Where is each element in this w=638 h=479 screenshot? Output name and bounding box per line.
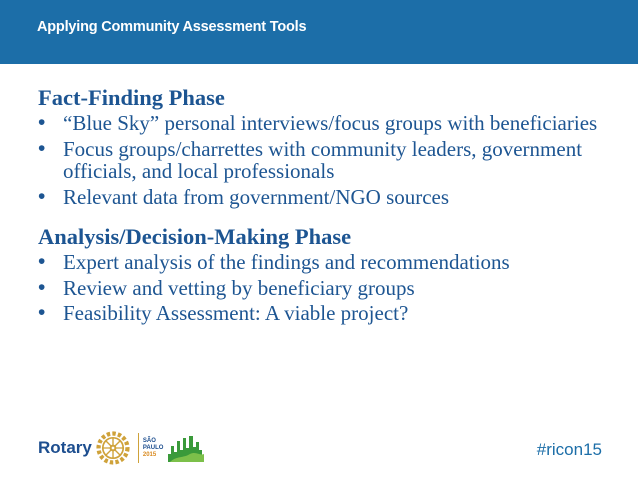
section-heading-fact-finding: Fact-Finding Phase <box>38 85 225 110</box>
event-hashtag: #ricon15 <box>536 440 602 459</box>
sao-paulo-badge <box>143 438 164 459</box>
header-bar <box>0 0 638 64</box>
section-heading-analysis: Analysis/Decision-Making Phase <box>38 224 352 249</box>
bullet-dot-icon: • <box>38 136 46 160</box>
bullet-list-fact-finding <box>38 112 618 208</box>
bullet-dot-icon: • <box>38 275 46 299</box>
logo-divider <box>138 433 139 463</box>
footer-logos <box>38 430 206 466</box>
bullet-item <box>38 186 618 209</box>
bullet-item <box>38 251 618 274</box>
rotary-logo-text: Rotary <box>38 438 92 457</box>
bullet-list-analysis <box>38 251 618 325</box>
bullet-text: Relevant data from government/NGO sources <box>63 184 450 209</box>
bullet-text: “Blue Sky” personal interviews/focus groups with beneficiaries <box>63 111 598 135</box>
bullet-dot-icon: • <box>38 111 46 134</box>
bullet-text: Review and vetting by beneficiary groups <box>63 275 415 300</box>
badge-line: PAULO <box>142 444 164 451</box>
sao-paulo-skyline-icon <box>166 432 206 464</box>
bullet-item <box>38 277 618 300</box>
bullet-dot-icon: • <box>38 250 46 273</box>
bullet-item <box>38 112 618 135</box>
slide-content <box>38 84 618 328</box>
bullet-text: Focus groups/charrettes with community leaders, government officials, and local professionals <box>63 136 583 183</box>
slide-title: Applying Community Assessment Tools <box>37 19 307 35</box>
bullet-text: Feasibility Assessment: A viable project? <box>63 301 409 325</box>
bullet-item <box>38 138 618 183</box>
bullet-item <box>38 302 618 325</box>
section-spacer <box>38 211 618 223</box>
badge-line: SÃO <box>142 437 156 444</box>
bullet-dot-icon: • <box>38 184 46 208</box>
bullet-dot-icon: • <box>38 301 46 324</box>
bullet-text: Expert analysis of the findings and recommendations <box>63 250 510 274</box>
badge-year: 2015 <box>142 451 157 458</box>
rotary-wheel-icon <box>96 431 130 465</box>
